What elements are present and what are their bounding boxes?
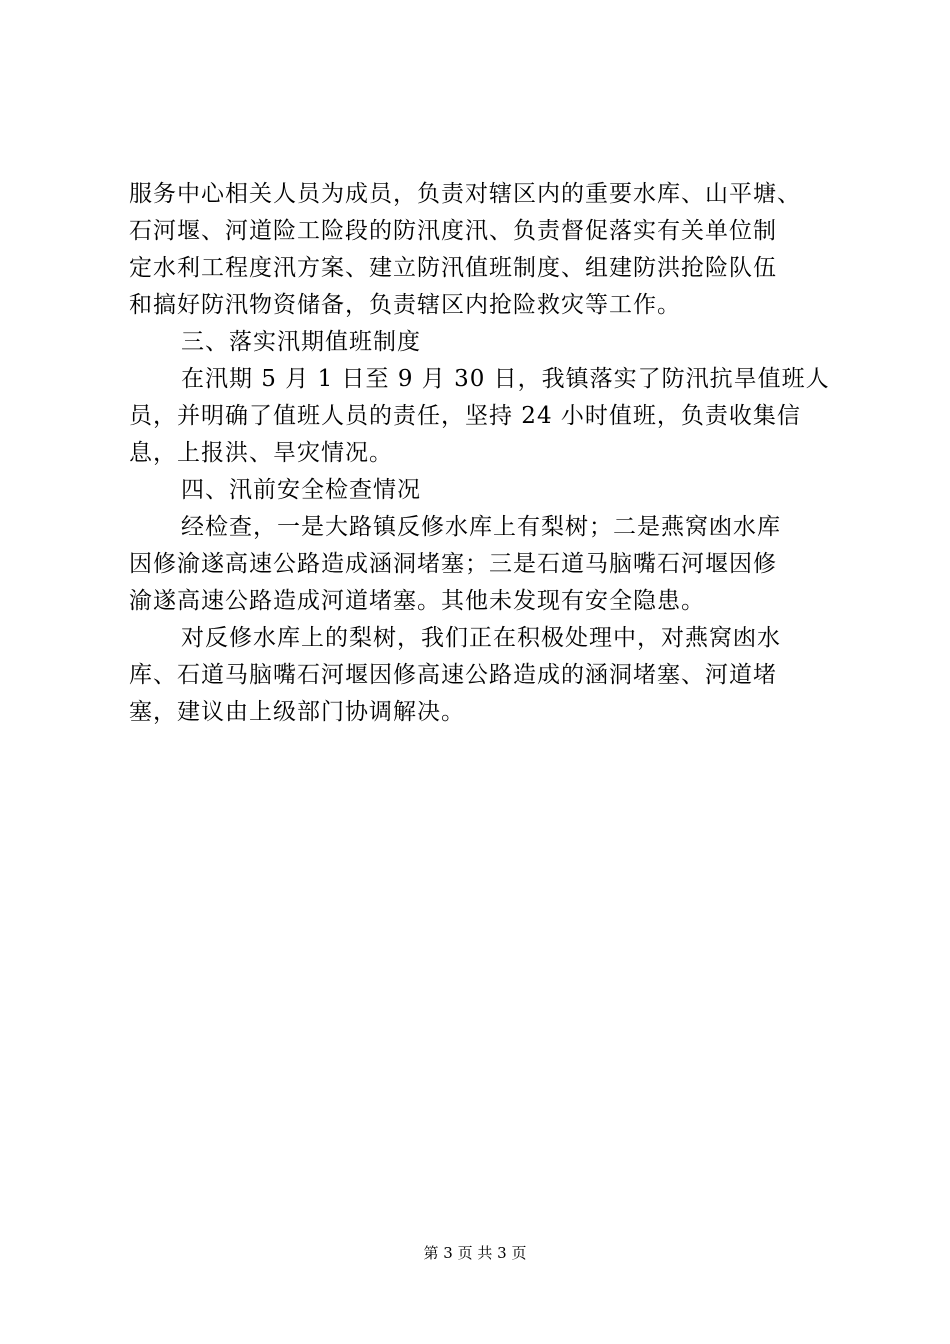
text-line: 和搞好防汛物资储备，负责辖区内抢险救灾等工作。 [129, 292, 681, 318]
text-line: 渝遂高速公路造成河道堵塞。其他未发现有安全隐患。 [129, 588, 705, 614]
page-footer [0, 1242, 950, 1264]
document-body [129, 176, 834, 731]
text-line: 服务中心相关人员为成员，负责对辖区内的重要水库、山平塘、 [129, 181, 801, 207]
text-line: 石河堰、河道险工险段的防汛度汛、负责督促落实有关单位制 [129, 218, 777, 244]
text-line: 员，并明确了值班人员的责任，坚持 24 小时值班，负责收集信 [129, 403, 801, 429]
text-line: 对反修水库上的梨树，我们正在积极处理中，对燕窝凼水 [181, 625, 781, 651]
text-line: 库、石道马脑嘴石河堰因修高速公路造成的涵洞堵塞、河道堵 [129, 662, 777, 688]
text-line: 在汛期 5 月 1 日至 9 月 30 日，我镇落实了防汛抗旱值班人 [181, 366, 830, 392]
page-number: 第 3 页 共 3 页 [423, 1244, 527, 1262]
section-heading: 三、落实汛期值班制度 [181, 329, 421, 355]
text-line: 经检查，一是大路镇反修水库上有梨树；二是燕窝凼水库 [181, 514, 781, 540]
text-line: 塞，建议由上级部门协调解决。 [129, 699, 465, 725]
section-heading: 四、汛前安全检查情况 [181, 477, 421, 503]
text-line: 定水利工程度汛方案、建立防汛值班制度、组建防洪抢险队伍 [129, 255, 777, 281]
text-line: 息，上报洪、旱灾情况。 [129, 440, 393, 466]
text-line: 因修渝遂高速公路造成涵洞堵塞；三是石道马脑嘴石河堰因修 [129, 551, 777, 577]
